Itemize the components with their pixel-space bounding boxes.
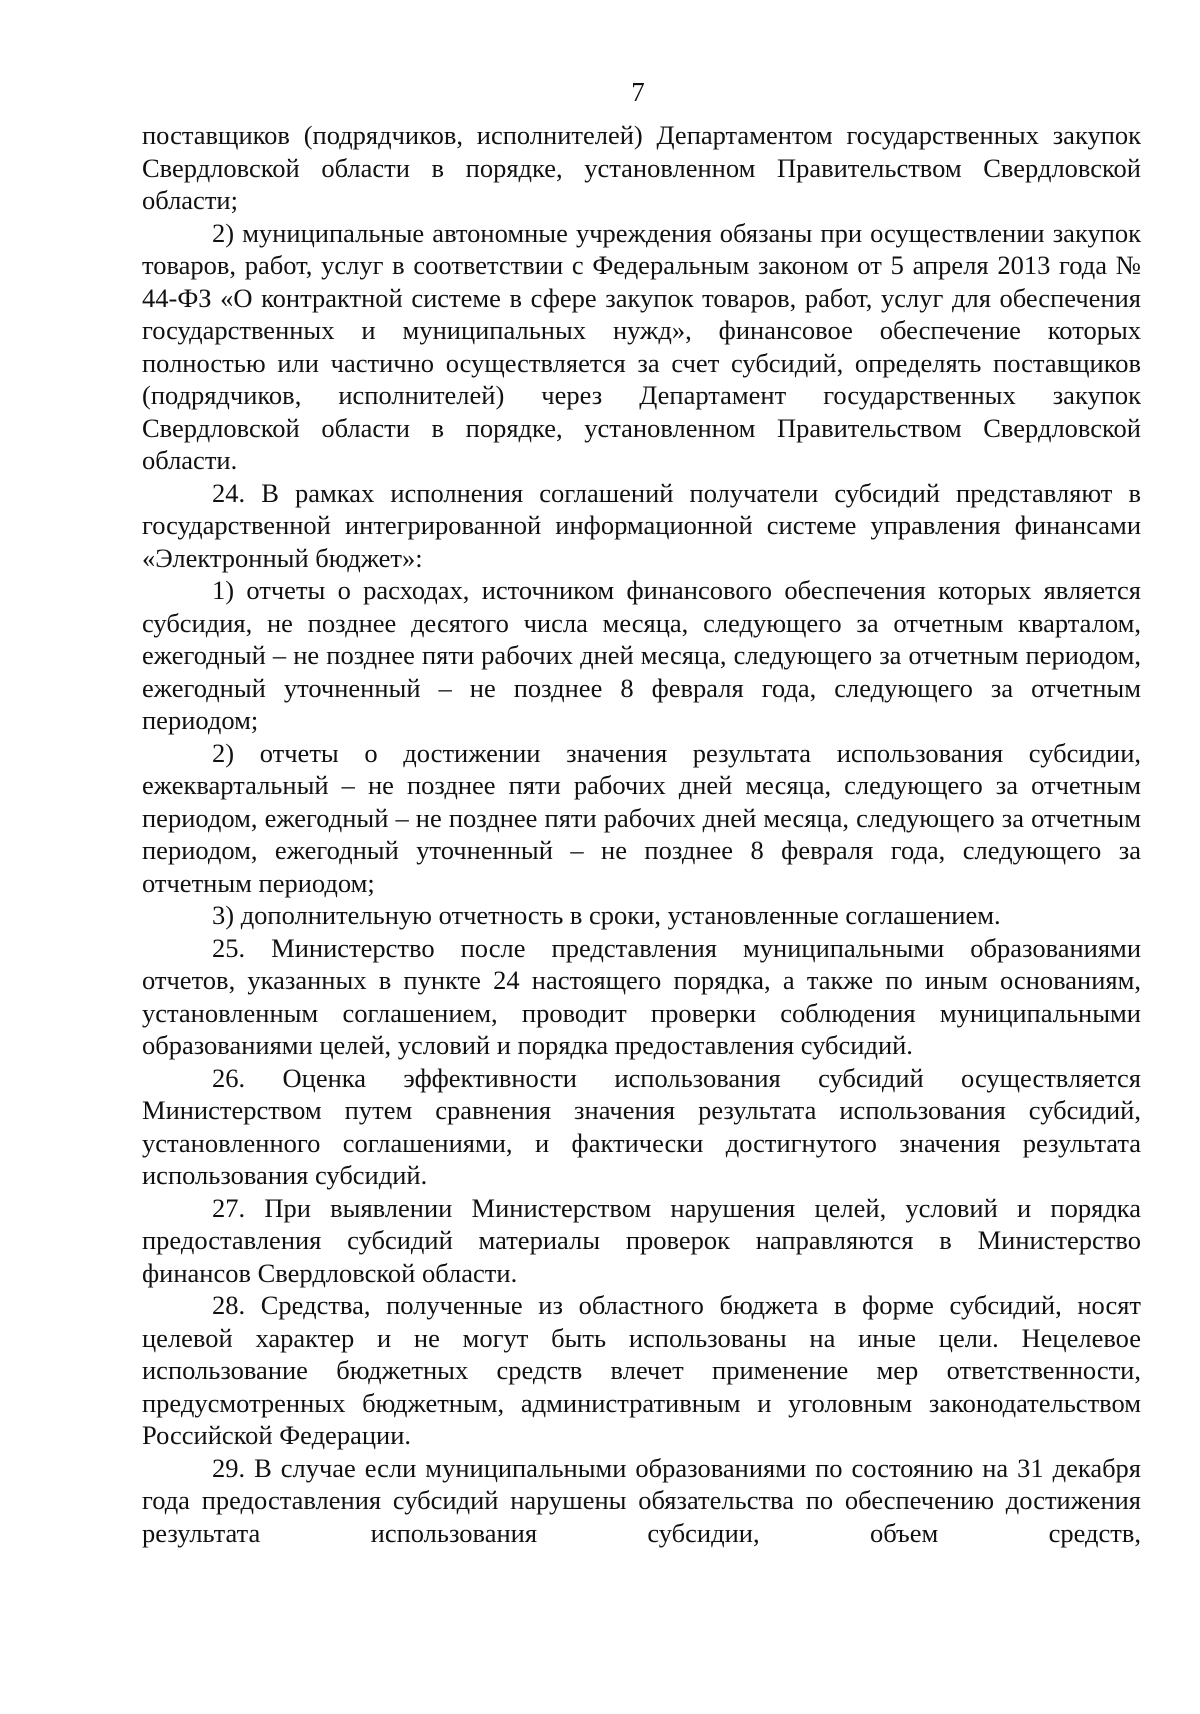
paragraph-24-item-3: 3) дополнительную отчетность в сроки, установленные соглашением. — [212, 900, 1001, 930]
paragraph-29: 29. В случае если муниципальными образованиями по состоянию на 31 декабря года предоставления субсидий нарушены обязательства по обеспечению достижения результата использования субсидии, объем средств, — [142, 1452, 1141, 1548]
paragraph-24-item-1: 1) отчеты о расходах, источником финансового обеспечения которых является субсидия, не позднее десятого числа месяца, следующего за отчетным кварталом, ежегодный – не позднее пяти рабочих дней месяца, следующего за отчетным периодом, ежегодный уточненный – не позднее 8 февраля года, следующего за отчетным периодом; — [142, 575, 1141, 735]
page-number: 7 — [631, 77, 645, 107]
paragraph-26: 26. Оценка эффективности использования субсидий осуществляется Министерством путем сравнения значения результата использования субсидий, установленного соглашениями, и фактически достигнутого значения результата использования субсидий. — [142, 1062, 1141, 1190]
paragraph-24: 24. В рамках исполнения соглашений получатели субсидий представляют в государственной интегрированной информационной системе управления финансами «Электронный бюджет»: — [142, 477, 1141, 573]
paragraph-item-2-autonomous-institutions: 2) муниципальные автономные учреждения обязаны при осуществлении закупок товаров, работ, услуг в соответствии с Федеральным законом от 5 апреля 2013 года № 44-ФЗ «О контрактной системе в сфере закупок товаров, работ, услуг для обеспечения государственных и муниципальных нужд», финансовое обеспечение которых полностью или частично осуществляется за счет субсидий, определять поставщиков (подрядчиков, исполнителей) через Департамент государственных закупок Свердловской области в порядке, установленном Правительством Свердловской области. — [142, 217, 1141, 475]
document-body — [142, 119, 1141, 1549]
paragraph-25: 25. Министерство после представления муниципальными образованиями отчетов, указанных в пункте 24 настоящего порядка, а также по иным основаниям, установленным соглашением, проводит проверки соблюдения муниципальными образованиями целей, условий и порядка предоставления субсидий. — [142, 932, 1141, 1060]
paragraph-24-item-2: 2) отчеты о достижении значения результата использования субсидии, ежеквартальный – не позднее пяти рабочих дней месяца, следующего за отчетным периодом, ежегодный – не позднее пяти рабочих дней месяца, следующего за отчетным периодом, ежегодный уточненный – не позднее 8 февраля года, следующего за отчетным периодом; — [142, 737, 1141, 898]
paragraph-27: 27. При выявлении Министерством нарушения целей, условий и порядка предоставления субсидий материалы проверок направляются в Министерство финансов Свердловской области. — [142, 1192, 1141, 1288]
paragraph-28: 28. Средства, полученные из областного бюджета в форме субсидий, носят целевой характер и не могут быть использованы на иные цели. Нецелевое использование бюджетных средств влечет применение мер ответственности, предусмотренных бюджетным, административным и уголовным законодательством Российской Федерации. — [142, 1290, 1141, 1450]
paragraph-procurement-continuation: поставщиков (подрядчиков, исполнителей) Департаментом государственных закупок Свердловской области в порядке, установленном Правительством Свердловской области; — [142, 120, 1141, 215]
